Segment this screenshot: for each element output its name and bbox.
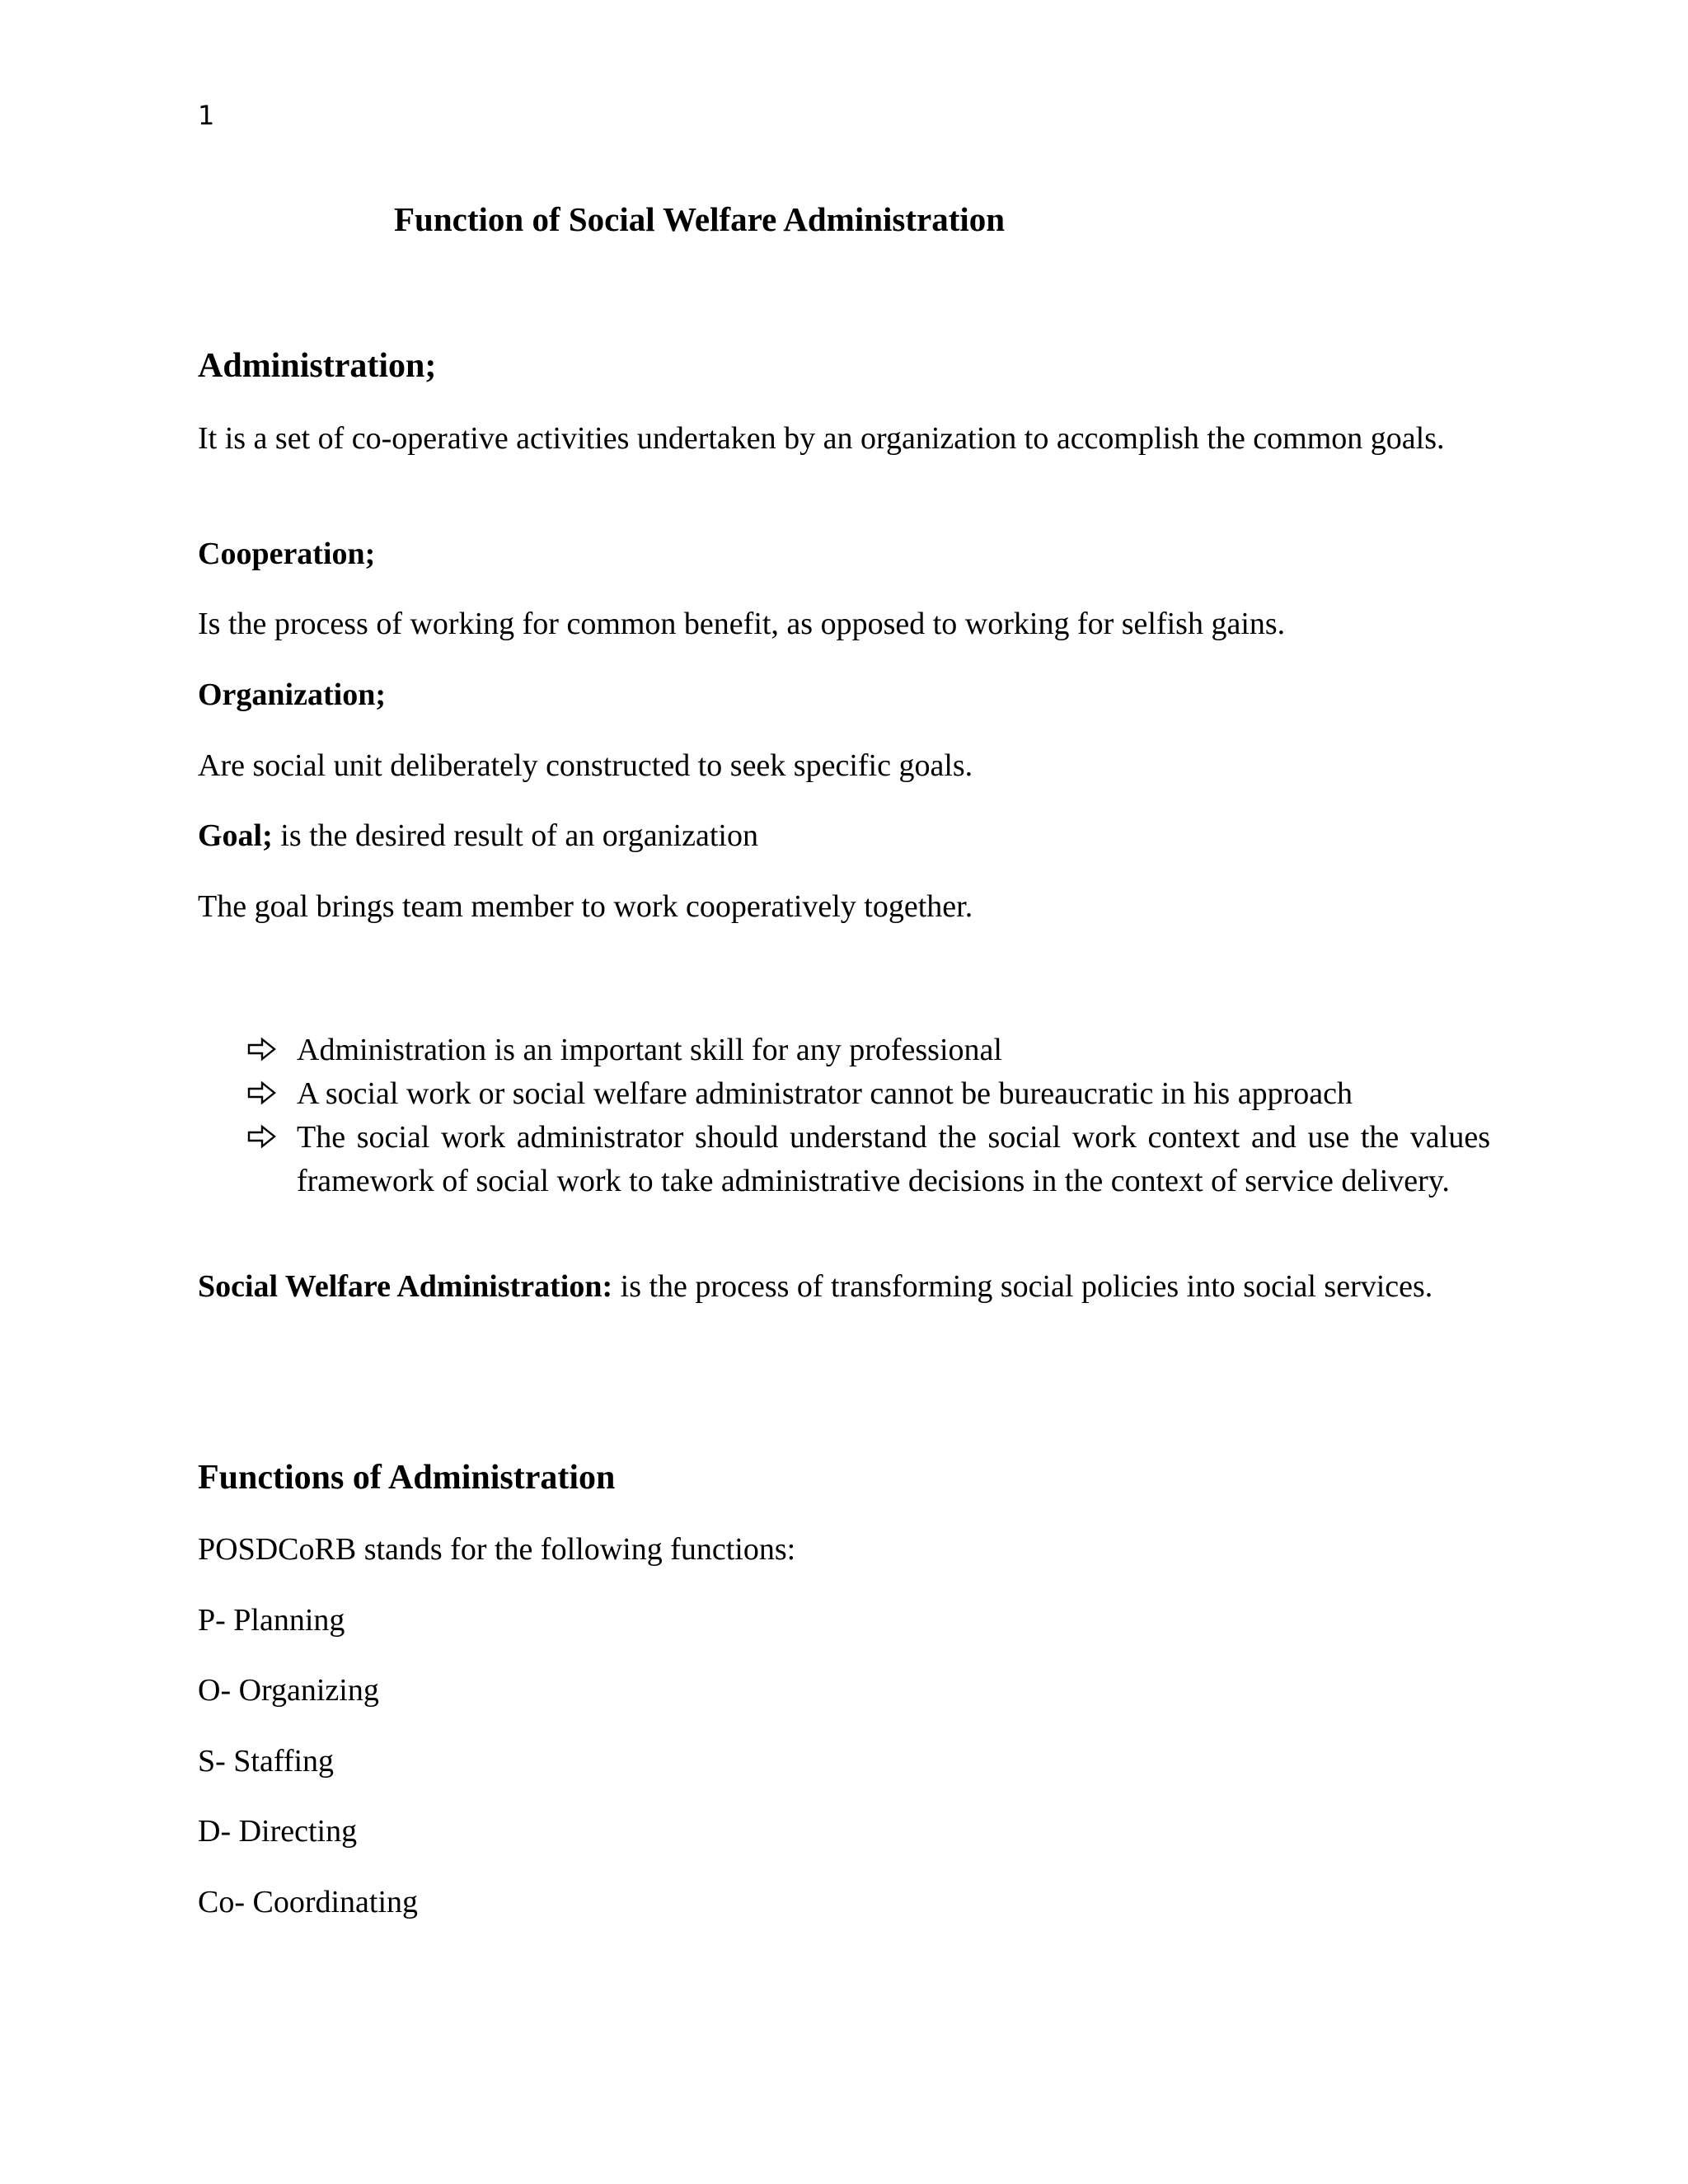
right-arrow-outline-icon xyxy=(247,1037,277,1062)
organization-definition: Are social unit deliberately constructed to seek specific goals. xyxy=(198,748,973,783)
heading-cooperation: Cooperation; xyxy=(198,537,376,571)
list-item: O- Organizing xyxy=(198,1673,379,1708)
bullet-text: A social work or social welfare administrator cannot be bureaucratic in his approach xyxy=(297,1076,1353,1111)
list-item: S- Staffing xyxy=(198,1744,335,1779)
heading-organization: Organization; xyxy=(198,677,386,712)
list-item xyxy=(247,1116,1490,1203)
goal-paragraph xyxy=(198,814,1490,858)
page-number: 1 xyxy=(198,100,215,131)
goal-note: The goal brings team member to work cooperatively together. xyxy=(198,889,973,924)
heading-administration: Administration; xyxy=(198,347,437,385)
document-title: Function of Social Welfare Administration xyxy=(394,200,1006,238)
goal-definition: is the desired result of an organization xyxy=(272,818,758,853)
cooperation-definition: Is the process of working for common benefit, as opposed to working for selfish gains. xyxy=(198,607,1286,641)
functions-intro: POSDCoRB stands for the following functions: xyxy=(198,1532,796,1567)
heading-functions: Functions of Administration xyxy=(198,1459,616,1497)
list-item: D- Directing xyxy=(198,1814,358,1849)
bullet-text: Administration is an important skill for any professional xyxy=(297,1033,1002,1067)
list-item: P- Planning xyxy=(198,1603,345,1638)
social-welfare-administration-term: Social Welfare Administration: xyxy=(198,1269,613,1304)
right-arrow-outline-icon xyxy=(247,1080,277,1105)
list-item xyxy=(247,1029,1490,1072)
social-welfare-administration-paragraph xyxy=(198,1265,1490,1309)
bullet-text: The social work administrator should understand the social work context and use the values framework of social work to take administrative decisions in the context of service delivery. xyxy=(297,1120,1490,1198)
administration-definition: It is a set of co-operative activities undertaken by an organization to accomplish the common goals. xyxy=(198,421,1445,456)
list-item xyxy=(247,1072,1490,1116)
list-item: Co- Coordinating xyxy=(198,1885,419,1919)
right-arrow-outline-icon xyxy=(247,1124,277,1149)
goal-term: Goal; xyxy=(198,818,273,853)
social-welfare-administration-definition: is the process of transforming social policies into social services. xyxy=(612,1269,1433,1304)
bullet-list xyxy=(247,1029,1490,1203)
